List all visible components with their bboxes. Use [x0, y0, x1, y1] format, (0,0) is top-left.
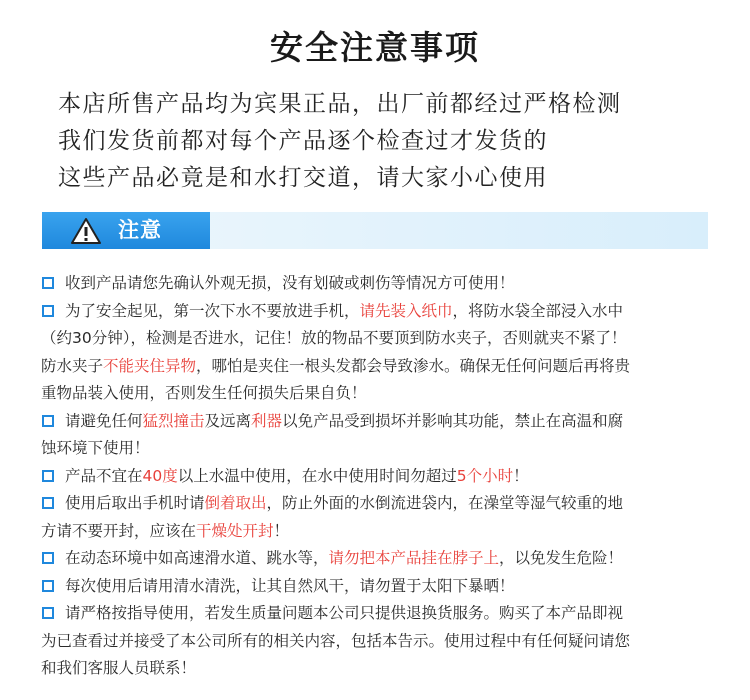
intro-line: 本店所售产品均为宾果正品，出厂前都经过严格检测 — [58, 91, 622, 117]
rule-line — [41, 545, 711, 573]
highlighted-text: 干燥处开封 — [196, 521, 274, 540]
rule-line — [41, 463, 711, 491]
rule-text: 请严格按指导使用，若发生质量问题本公司只提供退换货服务。购买了本产品即视 — [65, 604, 624, 622]
checkbox-icon — [42, 277, 54, 289]
highlighted-text: 请勿把本产品挂在脖子上 — [328, 549, 500, 567]
rule-text: ，防止外面的水倒流进袋内，在澡堂等湿气较重的地 — [266, 494, 624, 512]
rule-text: 及远离 — [204, 411, 252, 430]
rule-line — [41, 380, 711, 408]
highlighted-text: 倒着取出 — [204, 494, 267, 512]
checkbox-icon — [42, 497, 54, 509]
rule-text: 产品不宜在 — [65, 466, 143, 485]
warning-triangle-icon — [70, 217, 102, 245]
rule-line — [41, 298, 711, 326]
rule-line — [41, 600, 711, 628]
rule-text: ，以免发生危险！ — [499, 549, 624, 567]
checkbox-icon — [42, 607, 54, 619]
rule-line — [41, 325, 711, 353]
rule-text: 每次使用后请用清水清洗，让其自然风干，请勿置于太阳下暴晒！ — [65, 576, 515, 595]
rule-text: ，哪怕是夹住一根头发都会导致渗水。确保无任何问题后再将贵 — [196, 356, 631, 375]
checkbox-icon — [42, 552, 54, 564]
rule-line — [41, 435, 711, 463]
notice-header-bar — [42, 212, 708, 249]
rule-text: ！ — [513, 466, 529, 485]
highlighted-text: 5个小时 — [456, 466, 514, 485]
intro-line: 我们发货前都对每个产品逐个检查过才发货的 — [58, 128, 548, 154]
rule-text: 以上水温中使用，在水中使用时间勿超过 — [177, 466, 457, 485]
highlighted-text: 利器 — [251, 411, 283, 430]
rule-text: 蚀环境下使用！ — [41, 439, 150, 457]
notice-tab — [42, 212, 210, 249]
rule-line — [41, 518, 711, 546]
page-title: 安全注意事项 — [270, 28, 480, 67]
rule-text: 和我们客服人员联系！ — [41, 659, 197, 677]
rule-text: ，将防水袋全部浸入水中 — [452, 301, 624, 320]
rule-text: 为已查看过并接受了本公司所有的相关内容，包括本告示。使用过程中有任何疑问请您 — [41, 631, 631, 650]
rule-line — [41, 628, 711, 656]
rule-text: 重物品装入使用，否则发生任何损失后果自负！ — [41, 384, 367, 402]
rules-list — [41, 270, 711, 683]
highlighted-text: 不能夹住异物 — [103, 356, 197, 375]
checkbox-icon — [42, 580, 54, 592]
checkbox-icon — [42, 470, 54, 482]
rule-text: 收到产品请您先确认外观无损，没有划破或刺伤等情况方可使用！ — [65, 274, 515, 292]
rule-text: 请避免任何 — [65, 411, 143, 430]
rule-text: 在动态环境中如高速滑水道、跳水等， — [65, 549, 329, 567]
rule-text: 为了安全起见，第一次下水不要放进手机， — [65, 301, 360, 320]
rule-line — [41, 270, 711, 298]
rule-text: 方请不要开封，应该在 — [41, 521, 197, 540]
highlighted-text: 请先装入纸巾 — [359, 301, 453, 320]
notice-label: 注意 — [118, 218, 162, 242]
rule-text: （约30分钟），检测是否进水，记住！放的物品不要顶到防水夹子，否则就夹不紧了！ — [41, 329, 627, 347]
rule-line — [41, 573, 711, 601]
rule-line — [41, 655, 711, 683]
rule-text: 以免产品受到损坏并影响其功能，禁止在高温和腐 — [282, 411, 624, 430]
highlighted-text: 猛烈撞击 — [142, 411, 205, 430]
checkbox-icon — [42, 415, 54, 427]
rule-line — [41, 408, 711, 436]
rule-text: 使用后取出手机时请 — [65, 494, 205, 512]
rule-text: ！ — [273, 521, 290, 540]
rule-line — [41, 353, 711, 381]
rule-line — [41, 490, 711, 518]
highlighted-text: 40度 — [142, 466, 178, 485]
intro-line: 这些产品必竟是和水打交道，请大家小心使用 — [58, 165, 548, 191]
checkbox-icon — [42, 305, 54, 317]
intro-text — [58, 86, 718, 197]
rule-text: 防水夹子 — [41, 356, 104, 375]
